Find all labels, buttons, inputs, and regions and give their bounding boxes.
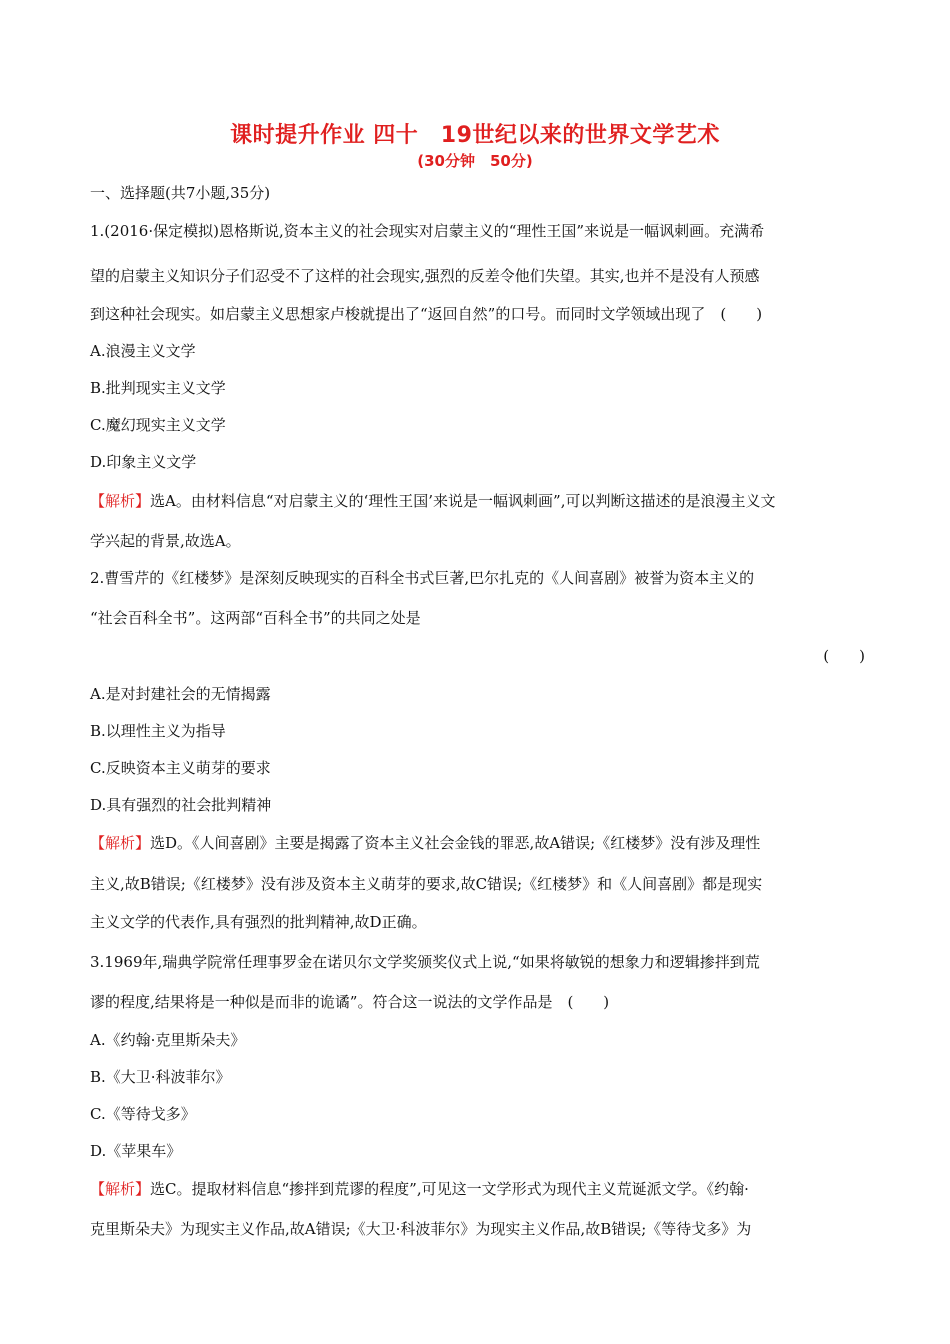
q3-option-d: D.《苹果车》 [90, 1142, 182, 1160]
analysis-tag: 【解析】 [90, 1180, 151, 1198]
q1-stem-line-1: 1.(2016·保定模拟)恩格斯说,资本主义的社会现实对启蒙主义的“理性王国”来说是一幅讽刺画。充满希 [90, 222, 765, 240]
q1-option-c: C.魔幻现实主义文学 [90, 416, 226, 434]
page-title: 课时提升作业 四十 19世纪以来的世界文学艺术 [230, 123, 720, 148]
analysis-tag: 【解析】 [90, 834, 151, 852]
q3-stem-line-2: 谬的程度,结果将是一种似是而非的诡谲”。符合这一说法的文学作品是 ( ) [90, 993, 610, 1011]
q2-option-a: A.是对封建社会的无情揭露 [90, 685, 271, 703]
q2-option-d: D.具有强烈的社会批判精神 [90, 796, 272, 814]
q2-answer-bracket: ( ) [823, 647, 865, 665]
q2-analysis-text-1: 选D。《人间喜剧》主要是揭露了资本主义社会金钱的罪恶,故A错误;《红楼梦》没有涉及理性 [150, 834, 761, 852]
q3-stem-line-1: 3.1969年,瑞典学院常任理事罗金在诺贝尔文学奖颁奖仪式上说,“如果将敏锐的想象力和逻辑掺拌到荒 [90, 953, 760, 971]
q2-stem-line-1: 2.曹雪芹的《红楼梦》是深刻反映现实的百科全书式巨著,巴尔扎克的《人间喜剧》被誉为资本主义的 [90, 569, 755, 587]
q1-stem-line-2: 望的启蒙主义知识分子们忍受不了这样的社会现实,强烈的反差令他们失望。其实,也并不是没有人预感 [90, 267, 760, 285]
q1-option-b: B.批判现实主义文学 [90, 379, 226, 397]
q1-analysis-line-2: 学兴起的背景,故选A。 [90, 532, 241, 550]
q3-analysis-text-1: 选C。提取材料信息“掺拌到荒谬的程度”,可见这一文学形式为现代主义荒诞派文学。《约翰· [150, 1180, 749, 1198]
q3-option-c: C.《等待戈多》 [90, 1105, 196, 1123]
q1-option-d: D.印象主义文学 [90, 453, 197, 471]
q2-analysis-line-2: 主义,故B错误;《红楼梦》没有涉及资本主义萌芽的要求,故C错误;《红楼梦》和《人间喜剧》都是现实 [90, 875, 763, 893]
q2-option-b: B.以理性主义为指导 [90, 722, 226, 740]
q1-analysis-text-1: 选A。由材料信息“对启蒙主义的‘理性王国’来说是一幅讽刺画”,可以判断这描述的是浪漫主义文 [150, 492, 776, 510]
page-subtitle: (30分钟 50分) [417, 152, 533, 170]
q1-analysis-line-1 [90, 491, 865, 511]
analysis-tag: 【解析】 [90, 492, 151, 510]
section-heading: 一、选择题(共7小题,35分) [90, 184, 271, 202]
q3-option-a: A.《约翰·克里斯朵夫》 [90, 1031, 246, 1049]
q1-stem-line-3: 到这种社会现实。如启蒙主义思想家卢梭就提出了“返回自然”的口号。而同时文学领域出现了 ( ) [90, 305, 763, 323]
q3-option-b: B.《大卫·科波菲尔》 [90, 1068, 231, 1086]
q2-stem-line-2: “社会百科全书”。这两部“百科全书”的共同之处是 [90, 609, 421, 627]
q2-analysis-line-3: 主义文学的代表作,具有强烈的批判精神,故D正确。 [90, 913, 427, 931]
q3-analysis-line-1 [90, 1179, 865, 1199]
q1-option-a: A.浪漫主义文学 [90, 342, 196, 360]
q3-analysis-line-2: 克里斯朵夫》为现实主义作品,故A错误;《大卫·科波菲尔》为现实主义作品,故B错误;《等待戈多》为 [90, 1220, 752, 1238]
q2-analysis-line-1 [90, 833, 865, 853]
q2-option-c: C.反映资本主义萌芽的要求 [90, 759, 271, 777]
